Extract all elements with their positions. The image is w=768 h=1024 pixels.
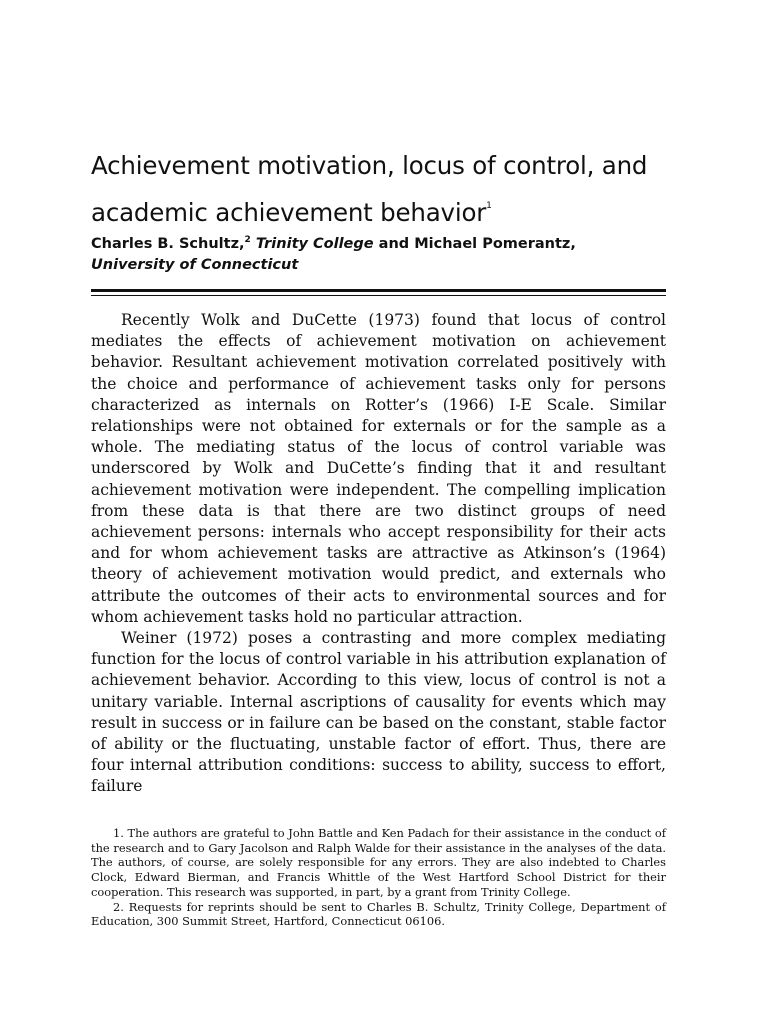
author-2-name: Michael Pomerantz, (414, 236, 576, 252)
footnote-2: 2. Requests for reprints should be sent to Charles B. Schultz, Trinity College, Department of Education, 300 Summit Street, Hartford, Connecticut 06106. (91, 899, 666, 929)
author-2-affiliation: University of Connecticut (91, 257, 299, 273)
author-1-footnote-marker: 2 (244, 235, 251, 245)
author-conjunction: and (378, 236, 410, 252)
header-rule-thin (91, 295, 666, 296)
body-paragraph-1: Recently Wolk and DuCette (1973) found that locus of control mediates the effects of achievement motivation on achievement behavior. Resultant achievement motivation correlated positively with the choice and performance of achievement tasks only for persons characterized as internals on Rotter’s (1966) I-E Scale. Similar relationships were not obtained for externals or for the sample as a whole. The mediating status of the locus of control variable was underscored by Wolk and DuCette’s finding that it and resultant achievement motivation were independent. The compelling implication from these data is that there are two distinct groups of need achievement persons: internals who accept responsibility for their acts and for whom achievement tasks are attractive as Atkinson’s (1964) theory of achievement motivation would predict, and externals who attribute the outcomes of their acts to environmental sources and for whom achievement tasks hold no particular attraction. (91, 311, 666, 626)
article-title-text: Achievement motivation, locus of control, and academic achievement behavior (91, 151, 648, 227)
title-footnote-marker: 1 (486, 201, 492, 211)
article-body (91, 310, 666, 798)
footnote-1: 1. The authors are grateful to John Battle and Ken Padach for their assistance in the conduct of the research and to Gary Jacolson and Ralph Walde for their assistance in the analyses of the data. The authors, of course, are solely responsible for any errors. They are also indebted to Charles Clock, Edward Bierman, and Francis Whittle of the West Hartford School District for their cooperation. This research was supported, in part, by a grant from Trinity College. (91, 826, 666, 899)
article-title (91, 146, 691, 233)
author-byline (91, 230, 681, 276)
author-1-name: Charles B. Schultz, (91, 236, 245, 252)
footnotes (91, 826, 666, 929)
header-rule-thick (91, 289, 666, 292)
body-paragraph-2: Weiner (1972) poses a contrasting and more complex mediating function for the locus of control variable in his attribution explanation of achievement behavior. According to this view, locus of control is not a unitary variable. Internal ascriptions of causality for events which may result in success or in failure can be based on the constant, stable factor of ability or the fluctuating, unstable factor of effort. Thus, there are four internal attribution conditions: success to ability, success to effort, failure (91, 629, 666, 796)
author-1-affiliation: Trinity College (255, 236, 374, 252)
